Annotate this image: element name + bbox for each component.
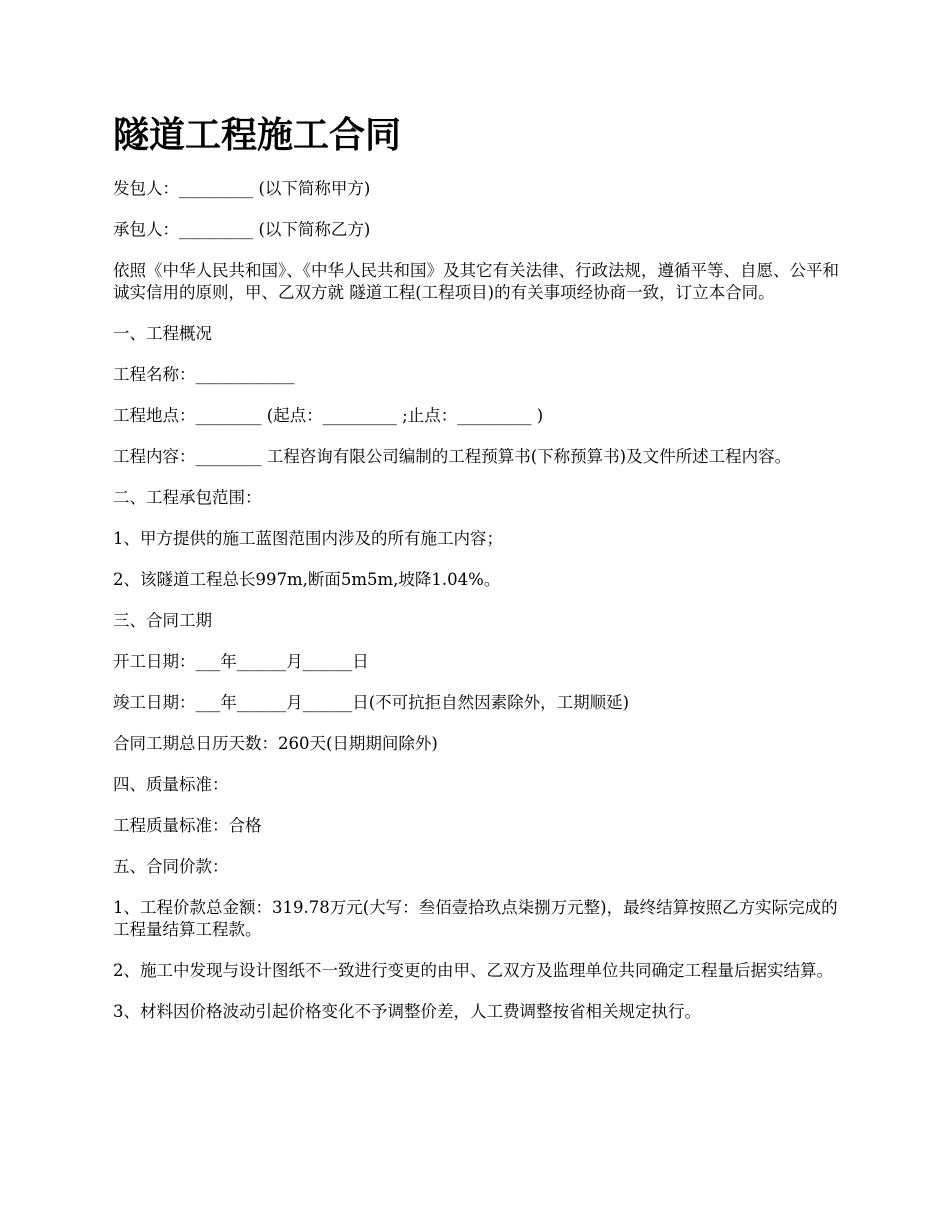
- project-location-line: 工程地点：________ (起点：_________ ;止点：_________ ): [113, 406, 544, 425]
- section-heading-scope: 二、工程承包范围：: [113, 488, 262, 507]
- party-b-line: 承包人：_________ (以下简称乙方): [113, 220, 371, 239]
- price-item-1: 1、工程价款总金额：319.78万元(大写：叁佰壹拾玖点柒捌万元整)，最终结算按照乙方实际完成的工程量结算工程款。: [113, 898, 838, 939]
- project-content-line: 工程内容：________ 工程咨询有限公司编制的工程预算书(下称预算书)及文件所述工程内容。: [113, 447, 792, 466]
- completion-date-line: 竣工日期：___年______月______日(不可抗拒自然因素除外，工期顺延): [113, 693, 630, 712]
- price-item-2: 2、施工中发现与设计图纸不一致进行变更的由甲、乙双方及监理单位共同确定工程量后据实结算。: [113, 961, 833, 980]
- start-date-line: 开工日期：___年______月______日: [113, 652, 369, 671]
- scope-item-1: 1、甲方提供的施工蓝图范围内涉及的所有施工内容；: [113, 529, 503, 548]
- document-page: [113, 112, 848, 1042]
- section-heading-price: 五、合同价款：: [113, 857, 229, 876]
- section-heading-quality: 四、质量标准：: [113, 775, 229, 794]
- section-heading-overview: 一、工程概况: [113, 324, 212, 343]
- total-days-line: 合同工期总日历天数：260天(日期期间除外): [113, 734, 438, 753]
- preamble-paragraph: 依照《中华人民共和国》、《中华人民共和国》及其它有关法律、行政法规，遵循平等、自愿、公平和诚实信用的原则，甲、乙双方就 隧道工程(工程项目)的有关事项经协商一致，订立本合同。: [113, 261, 839, 302]
- section-heading-schedule: 三、合同工期: [113, 611, 212, 630]
- price-item-3: 3、材料因价格波动引起价格变化不予调整价差，人工费调整按省相关规定执行。: [113, 1002, 701, 1021]
- project-name-line: 工程名称：____________: [113, 365, 295, 384]
- party-a-line: 发包人：_________ (以下简称甲方): [113, 179, 371, 198]
- document-title: 隧道工程施工合同: [113, 114, 402, 156]
- quality-standard-line: 工程质量标准：合格: [113, 816, 262, 835]
- scope-item-2: 2、该隧道工程总长997m,断面5m5m,坡降1.04%。: [113, 570, 501, 589]
